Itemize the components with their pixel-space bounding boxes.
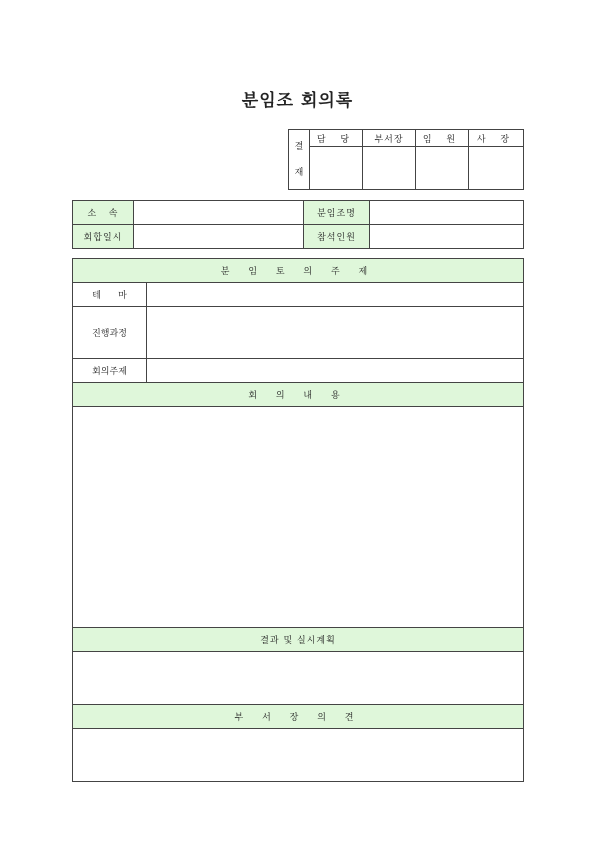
section-result-header: 결과 및 실시계획	[73, 628, 524, 652]
info-table	[72, 200, 524, 249]
approval-header-dept-head: 부서장	[363, 130, 416, 147]
approval-box	[288, 129, 524, 190]
approval-sign-executive[interactable]	[416, 147, 469, 190]
approval-sign-staff[interactable]	[310, 147, 363, 190]
approval-header-executive: 임 원	[416, 130, 469, 147]
approval-header-president: 사 장	[469, 130, 524, 147]
section-content-header: 회 의 내 용	[73, 383, 524, 407]
approval-side-label	[289, 130, 310, 190]
agenda-field[interactable]	[147, 359, 524, 383]
section-opinion-header: 부 서 장 의 견	[73, 705, 524, 729]
affiliation-label: 소 속	[73, 201, 134, 225]
dept-head-opinion-field[interactable]	[73, 729, 524, 782]
approval-side-bottom: 재	[294, 167, 304, 178]
group-name-field[interactable]	[370, 201, 524, 225]
agenda-label: 회의주제	[73, 359, 147, 383]
approval-sign-dept-head[interactable]	[363, 147, 416, 190]
meeting-content-field[interactable]	[73, 407, 524, 628]
approval-sign-president[interactable]	[469, 147, 524, 190]
section-topic-header: 분 임 토 의 주 제	[73, 259, 524, 283]
theme-label: 테 마	[73, 283, 147, 307]
attendees-field[interactable]	[370, 225, 524, 249]
approval-header-staff: 담 당	[310, 130, 363, 147]
progress-field[interactable]	[147, 307, 524, 359]
theme-field[interactable]	[147, 283, 524, 307]
affiliation-field[interactable]	[134, 201, 304, 225]
page-title: 분임조 회의록	[241, 91, 354, 111]
group-name-label: 분임조명	[304, 201, 370, 225]
meeting-datetime-field[interactable]	[134, 225, 304, 249]
main-table	[72, 258, 524, 782]
progress-label: 진행과정	[73, 307, 147, 359]
approval-side-top: 결	[294, 141, 304, 152]
meeting-datetime-label: 회합일시	[73, 225, 134, 249]
result-plan-field[interactable]	[73, 652, 524, 705]
attendees-label: 참석인원	[304, 225, 370, 249]
